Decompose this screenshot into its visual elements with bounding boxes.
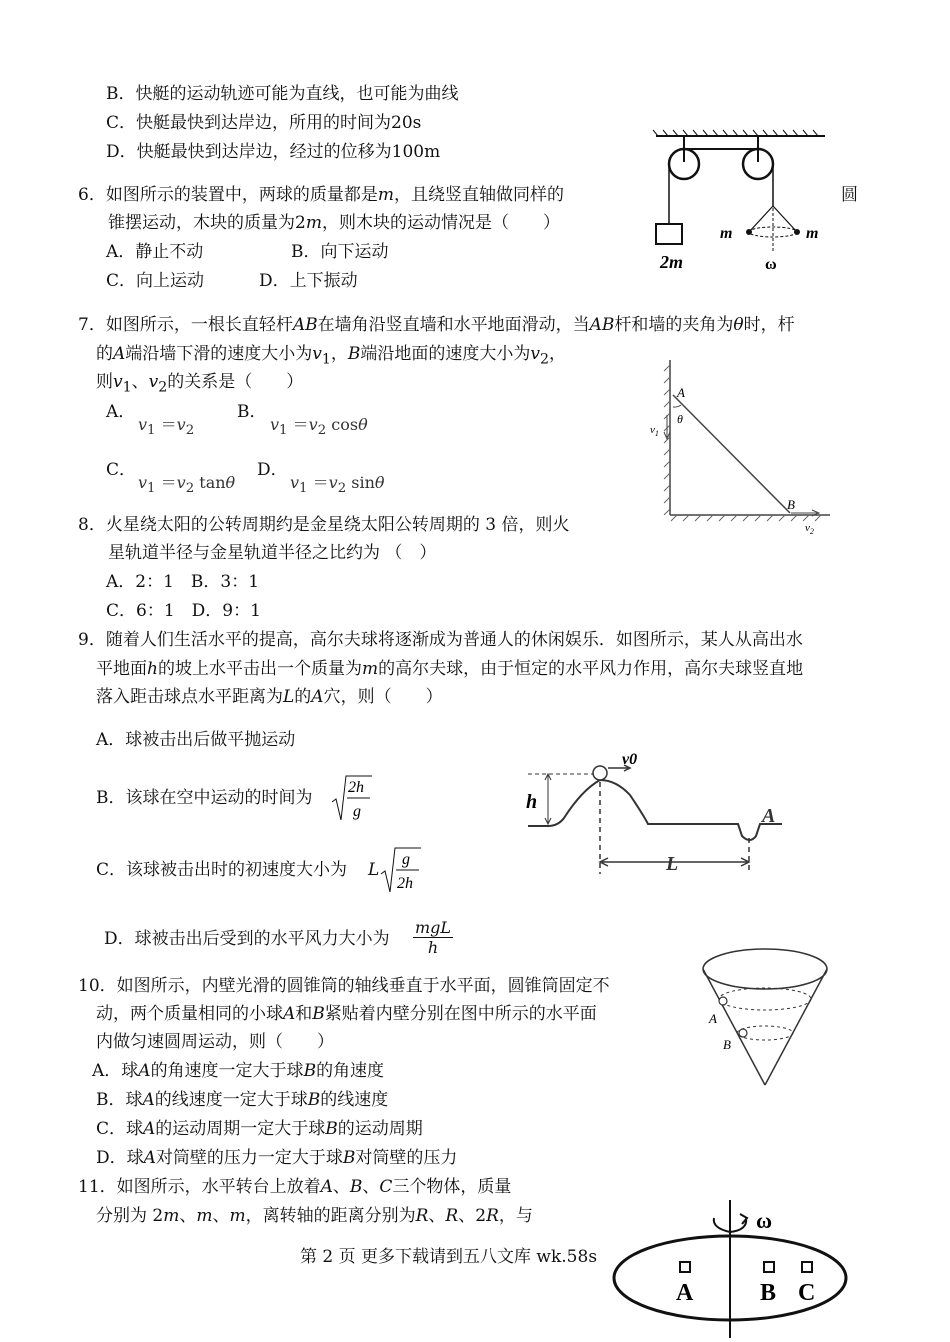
q11-stem-line2: 分别为 2m、m、m，离转轴的距离分别为R、R、2R，与 xyxy=(96,1206,533,1226)
q7-figure-rod-wall xyxy=(645,355,845,535)
q11-figure-turntable xyxy=(608,1196,858,1342)
q10-option-a: A．球A的角速度一定大于球B的角速度 xyxy=(92,1061,385,1081)
svg-text:v0: v0 xyxy=(622,751,638,768)
q9-option-b-sqrt xyxy=(330,772,374,824)
q10-option-c: C．球A的运动周期一定大于球B的运动周期 xyxy=(96,1119,423,1139)
q9-option-c-L: L xyxy=(368,860,380,880)
golf-ball xyxy=(593,766,607,780)
q5-option-d: D．快艇最快到达岸边，经过的位移为100m xyxy=(106,142,441,162)
svg-text:C: C xyxy=(798,1280,816,1306)
q10-option-b: B．球A的线速度一定大于球B的线速度 xyxy=(96,1090,389,1110)
q7-stem-line3: 则$v_1$、$v_2$的关系是（ ） xyxy=(96,372,304,396)
q6-stem-line1-end: 圆 xyxy=(841,185,858,205)
svg-text:g: g xyxy=(353,803,361,820)
svg-text:g: g xyxy=(402,851,410,868)
q9-option-c-sqrt xyxy=(379,844,423,896)
svg-text:2m: 2m xyxy=(660,252,684,272)
svg-text:2h: 2h xyxy=(397,875,413,892)
q10-option-d: D．球A对筒壁的压力一定大于球B对筒壁的压力 xyxy=(96,1148,458,1168)
q9-option-b: B．该球在空中运动的时间为 xyxy=(96,788,313,808)
q6-stem-line2: 锥摆运动，木块的质量为2m，则木块的运动情况是（ ） xyxy=(108,213,560,233)
q9-option-d: D．球被击出后受到的水平风力大小为 xyxy=(104,929,390,949)
block-b xyxy=(764,1262,774,1272)
svg-text:v1: $v_1$ xyxy=(650,424,659,438)
q9-figure-golf xyxy=(520,750,790,880)
q9-stem-line2: 平地面h的坡上水平击出一个质量为m的高尔夫球，由于恒定的水平风力作用，高尔夫球竖直地 xyxy=(96,659,804,679)
svg-text:θ: θ xyxy=(677,412,683,426)
q9-stem-line3: 落入距击球点水平距离为L的A穴，则（ ） xyxy=(96,687,443,707)
svg-text:B: B xyxy=(787,497,795,512)
q7-option-d-label: D． xyxy=(257,460,288,480)
ground-profile xyxy=(528,780,782,840)
svg-text:A: A xyxy=(709,1011,717,1026)
q7-option-b-label: B． xyxy=(237,402,267,422)
q7-option-d-formula: $v_1 =v_2$ sinθ xyxy=(290,473,385,497)
q7-stem-line2: 的A端沿墙下滑的速度大小为$v_1$，B端沿地面的速度大小为$v_2$， xyxy=(96,344,567,368)
q6-figure-pulley-device xyxy=(650,128,830,278)
svg-text:A: A xyxy=(676,1280,694,1306)
rod-ab xyxy=(673,395,790,513)
svg-text:B: B xyxy=(760,1280,777,1306)
svg-text:m: m xyxy=(720,225,733,242)
svg-text:ω: ω xyxy=(756,1208,773,1233)
q8-options-ab: A．2：1 B．3：1 xyxy=(106,572,260,592)
q7-option-a-label: A． xyxy=(106,402,136,422)
svg-text:A: A xyxy=(677,385,685,400)
svg-text:h: h xyxy=(526,791,538,813)
q10-stem-line1: 10．如图所示，内壁光滑的圆锥筒的轴线垂直于水平面，圆锥筒固定不 xyxy=(78,976,610,996)
q5-option-c: C．快艇最快到达岸边，所用的时间为20s xyxy=(106,113,422,133)
block-c xyxy=(802,1262,812,1272)
q6-option-b: B．向下运动 xyxy=(291,242,389,262)
q7-option-a-formula: $v_1 =v_2$ xyxy=(138,415,195,439)
q6-option-d: D．上下振动 xyxy=(259,271,358,291)
q5-option-b: B．快艇的运动轨迹可能为直线，也可能为曲线 xyxy=(106,84,459,104)
svg-text:v2: $v_2$ xyxy=(805,522,814,535)
q10-stem-line2: 动，两个质量相同的小球A和B紧贴着内壁分别在图中所示的水平面 xyxy=(96,1004,597,1024)
q6-option-a: A．静止不动 xyxy=(106,242,204,262)
ball-a xyxy=(719,997,727,1005)
q8-stem-line1: 8．火星绕太阳的公转周期约是金星绕太阳公转周期的 3 倍，则火 xyxy=(78,515,570,535)
q8-options-cd: C．6：1 D．9：1 xyxy=(106,601,261,621)
svg-text:B: B xyxy=(723,1037,731,1052)
q8-stem-line2: 星轨道半径与金星轨道半径之比约为 （ ） xyxy=(108,543,437,563)
svg-text:2h: 2h xyxy=(348,779,364,796)
q10-figure-cone xyxy=(695,945,845,1095)
cone-rim xyxy=(703,949,827,989)
q10-stem-line3: 内做匀速圆周运动，则（ ） xyxy=(96,1032,334,1052)
q7-option-c-formula: $v_1 =v_2$ tanθ xyxy=(138,473,236,497)
ball-b xyxy=(739,1029,747,1037)
wood-block xyxy=(656,224,682,244)
q7-stem-line1: 7．如图所示，一根长直轻杆AB在墙角沿竖直墙和水平地面滑动，当AB杆和墙的夹角为θ时，杆 xyxy=(78,315,795,335)
q11-stem-line1: 11．如图所示，水平转台上放着A、B、C三个物体，质量 xyxy=(78,1177,512,1197)
q9-option-d-fraction: mgL h xyxy=(415,918,452,957)
svg-text:m: m xyxy=(806,225,819,242)
q7-option-b-formula: $v_1 =v_2$ cosθ xyxy=(270,415,368,439)
q6-stem-line1: 6．如图所示的装置中，两球的质量都是m，且绕竖直轴做同样的 xyxy=(78,185,564,205)
q9-option-c: C．该球被击出时的初速度大小为 xyxy=(96,860,348,880)
svg-text:A: A xyxy=(762,805,776,827)
svg-text:L: L xyxy=(666,853,679,875)
page-footer: 第 2 页 更多下载请到五八文库 wk.58s xyxy=(300,1247,598,1267)
q9-option-a: A．球被击出后做平抛运动 xyxy=(96,730,296,750)
q7-option-c-label: C． xyxy=(106,460,137,480)
q9-stem-line1: 9．随着人们生活水平的提高，高尔夫球将逐渐成为普通人的休闲娱乐．如图所示，某人从高出水 xyxy=(78,630,803,650)
block-a xyxy=(680,1262,690,1272)
q6-option-c: C．向上运动 xyxy=(106,271,205,291)
svg-text:ω: ω xyxy=(765,256,777,273)
